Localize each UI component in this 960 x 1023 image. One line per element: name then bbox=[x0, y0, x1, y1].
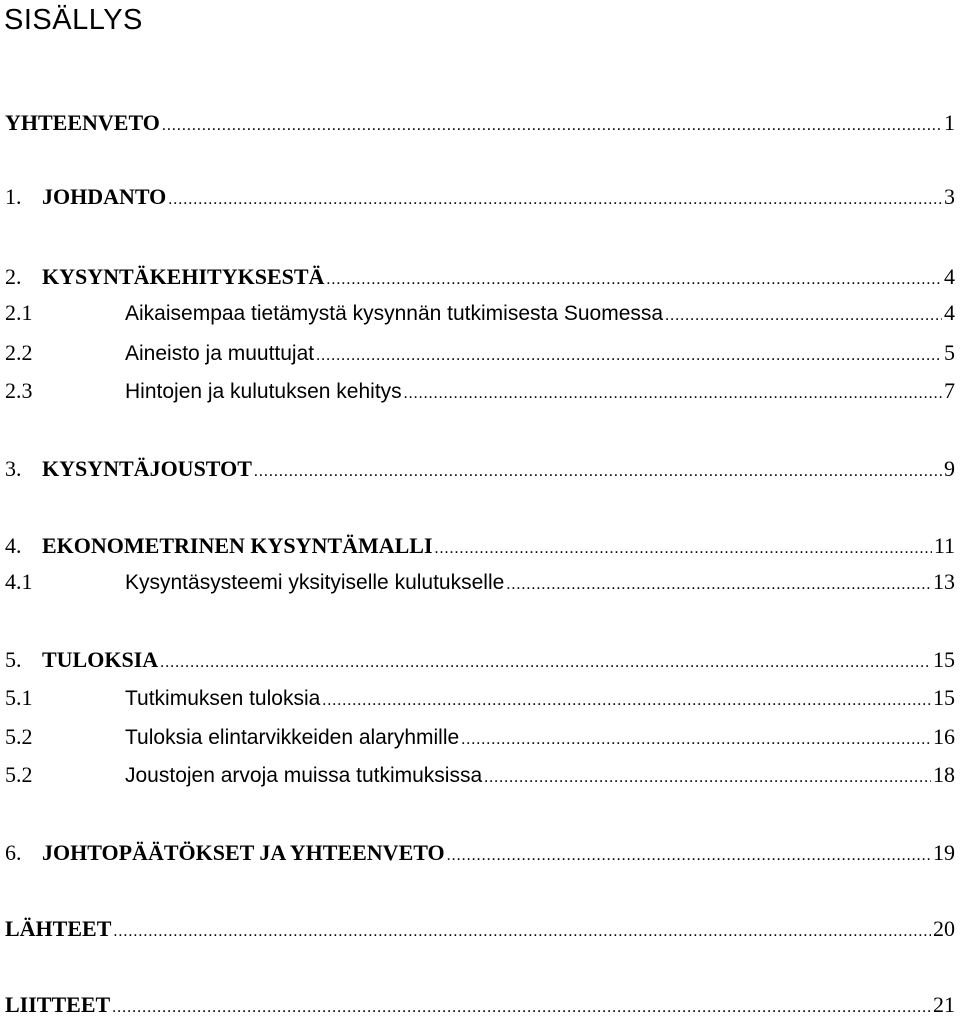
dot-leader bbox=[316, 341, 942, 371]
toc-entry-number: 2.2 bbox=[5, 340, 33, 365]
toc-entry-number: 4.1 bbox=[5, 569, 33, 594]
toc-entry-page: 7 bbox=[944, 378, 955, 403]
toc-entry-page: 18 bbox=[933, 762, 955, 787]
toc-entry-page: 16 bbox=[933, 724, 955, 749]
toc-entry-page: 15 bbox=[933, 647, 955, 672]
toc-entry-label: LÄHTEET bbox=[5, 916, 112, 941]
toc-entry-label: Tuloksia elintarvikkeiden alaryhmille bbox=[125, 726, 460, 749]
dot-leader bbox=[168, 185, 942, 215]
toc-entry-label: Kysyntäsysteemi yksityiselle kulutukselle bbox=[125, 571, 505, 594]
toc-entry-page: 15 bbox=[933, 685, 955, 710]
dot-leader bbox=[461, 725, 931, 755]
toc-entry-5-2b[interactable] bbox=[5, 760, 955, 790]
toc-entry-2-2[interactable] bbox=[5, 338, 955, 368]
dot-leader bbox=[160, 648, 931, 678]
dot-leader bbox=[322, 686, 931, 716]
toc-entry-ekonometrinen[interactable] bbox=[5, 531, 955, 561]
toc-entry-label: Aineisto ja muuttujat bbox=[125, 342, 315, 365]
toc-entry-2-1[interactable] bbox=[5, 298, 955, 328]
toc-entry-label: KYSYNTÄJOUSTOT bbox=[42, 456, 252, 481]
dot-leader bbox=[435, 534, 932, 564]
toc-entry-number: 2. bbox=[5, 264, 22, 289]
toc-entry-label: JOHDANTO bbox=[42, 184, 167, 209]
toc-entry-number: 5. bbox=[5, 647, 22, 672]
toc-entry-2-3[interactable] bbox=[5, 376, 955, 406]
dot-leader bbox=[404, 379, 942, 409]
toc-entry-page: 4 bbox=[944, 300, 955, 325]
toc-entry-number: 3. bbox=[5, 456, 22, 481]
toc-entry-page: 5 bbox=[944, 340, 955, 365]
toc-entry-5-1[interactable] bbox=[5, 683, 955, 713]
toc-entry-label: LIITTEET bbox=[5, 992, 111, 1017]
toc-entry-label: Hintojen ja kulutuksen kehitys bbox=[125, 380, 402, 403]
toc-entry-label: Joustojen arvoja muissa tutkimuksissa bbox=[125, 764, 483, 787]
toc-entry-page: 20 bbox=[933, 916, 955, 941]
dot-leader bbox=[484, 763, 931, 793]
dot-leader bbox=[162, 111, 942, 141]
toc-entry-number: 2.1 bbox=[5, 300, 33, 325]
dot-leader bbox=[447, 841, 931, 871]
toc-entry-tuloksia[interactable] bbox=[5, 645, 955, 675]
toc-entry-number: 1. bbox=[5, 184, 22, 209]
toc-entry-number: 5.1 bbox=[5, 685, 33, 710]
toc-entry-lahteet[interactable] bbox=[5, 914, 955, 944]
dot-leader bbox=[326, 265, 942, 295]
toc-entry-kysyntajoustot[interactable] bbox=[5, 454, 955, 484]
dot-leader bbox=[254, 457, 942, 487]
toc-entry-page: 4 bbox=[944, 264, 955, 289]
toc-entry-page: 13 bbox=[933, 569, 955, 594]
toc-entry-page: 11 bbox=[933, 533, 955, 558]
toc-entry-label: JOHTOPÄÄTÖKSET JA YHTEENVETO bbox=[42, 840, 445, 865]
toc-entry-page: 9 bbox=[944, 456, 955, 481]
page-title: SISÄLLYS bbox=[4, 4, 143, 36]
toc-entry-number: 5.2 bbox=[5, 724, 33, 749]
toc-entry-page: 19 bbox=[933, 840, 955, 865]
dot-leader bbox=[113, 917, 931, 947]
toc-entry-johtopaatokset[interactable] bbox=[5, 838, 955, 868]
toc-entry-number: 5.2 bbox=[5, 762, 33, 787]
toc-entry-label: Tutkimuksen tuloksia bbox=[125, 687, 321, 710]
toc-entry-yhteenveto[interactable] bbox=[5, 108, 955, 138]
toc-entry-4-1[interactable] bbox=[5, 567, 955, 597]
toc-entry-number: 2.3 bbox=[5, 378, 33, 403]
toc-entry-label: TULOKSIA bbox=[42, 647, 159, 672]
toc-entry-number: 6. bbox=[5, 840, 22, 865]
toc-entry-label: KYSYNTÄKEHITYKSESTÄ bbox=[42, 264, 325, 289]
toc-entry-johdanto[interactable] bbox=[5, 182, 955, 212]
toc-entry-page: 1 bbox=[944, 110, 955, 135]
toc-entry-page: 3 bbox=[944, 184, 955, 209]
toc-entry-page: 21 bbox=[933, 992, 955, 1017]
dot-leader bbox=[665, 301, 942, 331]
dot-leader bbox=[506, 570, 931, 600]
toc-entry-label: Aikaisempaa tietämystä kysynnän tutkimisesta Suomessa bbox=[125, 302, 664, 325]
toc-entry-number: 4. bbox=[5, 533, 22, 558]
toc-entry-5-2[interactable] bbox=[5, 722, 955, 752]
toc-entry-label: YHTEENVETO bbox=[5, 110, 160, 135]
toc-entry-label: EKONOMETRINEN KYSYNTÄMALLI bbox=[42, 533, 433, 558]
toc-entry-kysyntakehityksesta[interactable] bbox=[5, 262, 955, 292]
dot-leader bbox=[112, 993, 931, 1023]
